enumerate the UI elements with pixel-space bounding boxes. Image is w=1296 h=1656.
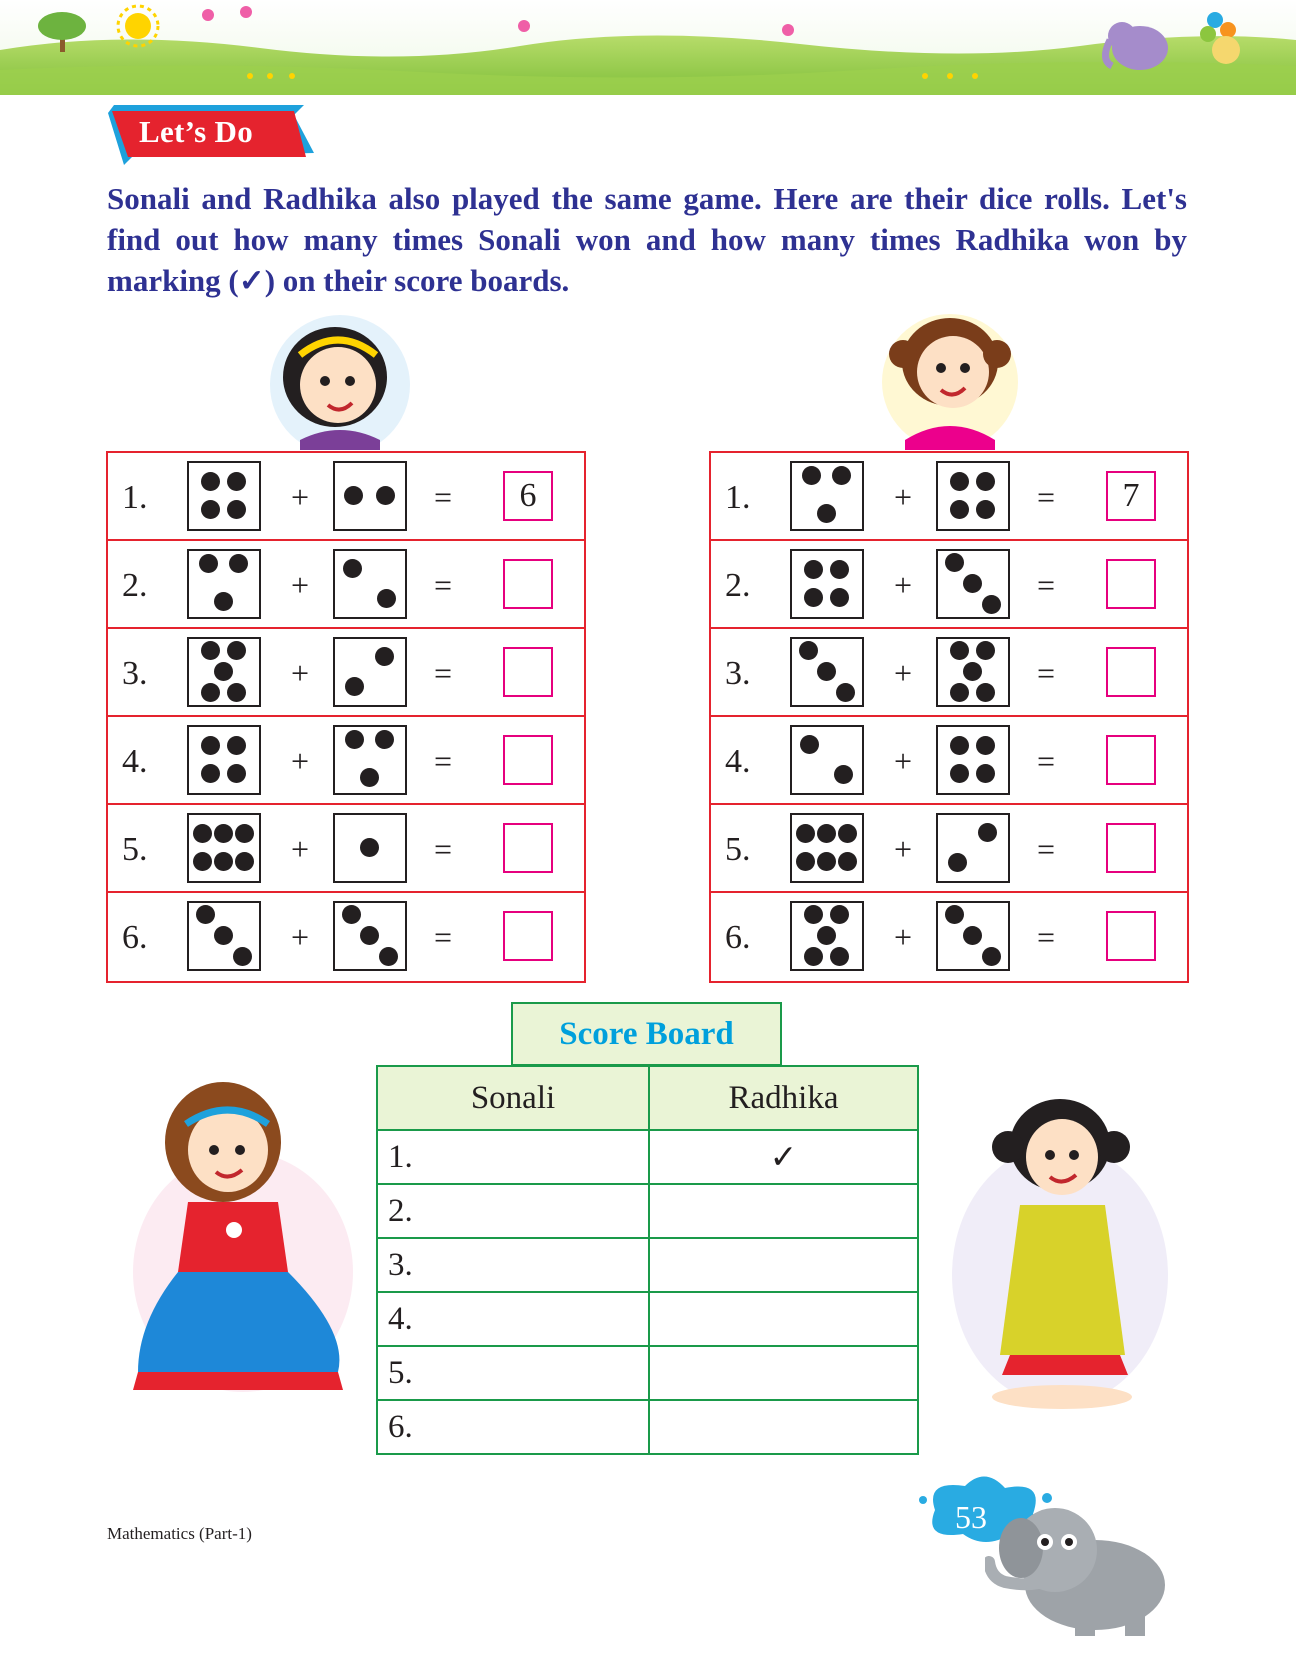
die-pip: [375, 730, 394, 749]
sonali-score-cell[interactable]: 1.: [377, 1130, 649, 1184]
die-pip: [377, 589, 396, 608]
die-face-3: [936, 901, 1010, 971]
die-pip: [976, 472, 995, 491]
die-face-6: [187, 813, 261, 883]
die-pip: [817, 824, 836, 843]
die-face-3: [333, 901, 407, 971]
die-pip: [976, 764, 995, 783]
row-number: 4.: [725, 743, 751, 780]
die-pip: [963, 662, 982, 681]
die-pip: [950, 736, 969, 755]
plus-sign: +: [291, 743, 310, 779]
sonali-score-cell[interactable]: 5.: [377, 1346, 649, 1400]
die-pip: [963, 574, 982, 593]
answer-box[interactable]: [503, 647, 553, 697]
answer-box[interactable]: [503, 559, 553, 609]
die-face-2: [333, 549, 407, 619]
score-board-title: Score Board: [511, 1002, 782, 1066]
landscape-banner: [0, 0, 1296, 95]
die-pip: [976, 736, 995, 755]
answer-box[interactable]: [1106, 911, 1156, 961]
die-pip: [804, 588, 823, 607]
equals-sign: =: [434, 479, 453, 515]
die-pip: [227, 736, 246, 755]
die-pip: [235, 852, 254, 871]
equals-sign: =: [434, 655, 453, 691]
die-face-2: [333, 461, 407, 531]
die-pip: [799, 641, 818, 660]
die-pip: [838, 852, 857, 871]
answer-box[interactable]: [1106, 823, 1156, 873]
die-face-5: [936, 637, 1010, 707]
row-number: 3.: [122, 655, 148, 692]
die-pip: [817, 852, 836, 871]
plus-sign: +: [894, 831, 913, 867]
die-face-4: [936, 461, 1010, 531]
answer-box[interactable]: 7: [1106, 471, 1156, 521]
section-title: Let’s Do: [139, 114, 254, 149]
score-board-table: [376, 1065, 919, 1455]
die-pip: [343, 559, 362, 578]
elephant-illustration: [985, 1490, 1185, 1640]
score-row: [377, 1292, 918, 1346]
die-pip: [227, 500, 246, 519]
die-face-3: [936, 549, 1010, 619]
die-pip: [379, 947, 398, 966]
die-pip: [817, 662, 836, 681]
die-face-4: [790, 549, 864, 619]
plus-sign: +: [291, 919, 310, 955]
equals-sign: =: [1037, 655, 1056, 691]
die-pip: [227, 764, 246, 783]
die-pip: [229, 554, 248, 573]
die-pip: [214, 662, 233, 681]
die-pip: [344, 486, 363, 505]
die-face-4: [936, 725, 1010, 795]
die-pip: [982, 947, 1001, 966]
equals-sign: =: [1037, 567, 1056, 603]
die-pip: [342, 905, 361, 924]
radhika-portrait: [865, 302, 1035, 450]
die-pip: [804, 560, 823, 579]
radhika-score-cell[interactable]: [649, 1238, 918, 1292]
die-face-3: [333, 725, 407, 795]
die-pip: [802, 466, 821, 485]
radhika-roll-row: [711, 453, 1187, 541]
score-row: [377, 1400, 918, 1454]
row-number: 1.: [122, 479, 148, 516]
die-pip: [360, 768, 379, 787]
sonali-roll-row: [108, 717, 584, 805]
die-pip: [201, 472, 220, 491]
equals-sign: =: [434, 831, 453, 867]
sonali-portrait: [250, 315, 430, 450]
radhika-score-cell[interactable]: [649, 1346, 918, 1400]
equals-sign: =: [1037, 743, 1056, 779]
radhika-score-cell[interactable]: ✓: [649, 1130, 918, 1184]
die-pip: [817, 504, 836, 523]
sonali-roll-row: [108, 893, 584, 981]
sonali-roll-row: [108, 453, 584, 541]
sonali-score-cell[interactable]: 4.: [377, 1292, 649, 1346]
die-pip: [193, 852, 212, 871]
row-number: 5.: [725, 831, 751, 868]
radhika-score-cell[interactable]: [649, 1184, 918, 1238]
die-pip: [950, 683, 969, 702]
plus-sign: +: [894, 567, 913, 603]
score-row: [377, 1238, 918, 1292]
die-pip: [945, 905, 964, 924]
die-face-3: [187, 549, 261, 619]
radhika-roll-row: [711, 717, 1187, 805]
row-number: 4.: [122, 743, 148, 780]
die-pip: [950, 500, 969, 519]
die-pip: [214, 926, 233, 945]
die-pip: [227, 472, 246, 491]
plus-sign: +: [894, 919, 913, 955]
die-pip: [963, 926, 982, 945]
equals-sign: =: [1037, 919, 1056, 955]
die-pip: [214, 824, 233, 843]
column-header-sonali: Sonali: [377, 1066, 649, 1130]
die-pip: [830, 947, 849, 966]
die-pip: [817, 926, 836, 945]
die-pip: [345, 677, 364, 696]
die-pip: [834, 765, 853, 784]
sonali-score-cell[interactable]: 3.: [377, 1238, 649, 1292]
die-face-6: [790, 813, 864, 883]
die-pip: [199, 554, 218, 573]
die-face-5: [790, 901, 864, 971]
plus-sign: +: [291, 831, 310, 867]
equals-sign: =: [1037, 479, 1056, 515]
die-pip: [214, 592, 233, 611]
die-pip: [201, 764, 220, 783]
plus-sign: +: [894, 655, 913, 691]
die-pip: [375, 647, 394, 666]
answer-box[interactable]: 6: [503, 471, 553, 521]
row-number: 2.: [122, 567, 148, 604]
die-pip: [227, 641, 246, 660]
die-pip: [982, 595, 1001, 614]
plus-sign: +: [291, 655, 310, 691]
answer-box[interactable]: [1106, 735, 1156, 785]
column-header-radhika: Radhika: [649, 1066, 918, 1130]
die-face-4: [187, 461, 261, 531]
score-row: [377, 1346, 918, 1400]
radhika-roll-row: [711, 893, 1187, 981]
plus-sign: +: [291, 479, 310, 515]
row-number: 2.: [725, 567, 751, 604]
radhika-sitting-illustration: [950, 1085, 1170, 1415]
die-pip: [804, 947, 823, 966]
die-pip: [948, 853, 967, 872]
plus-sign: +: [894, 479, 913, 515]
equals-sign: =: [434, 919, 453, 955]
die-pip: [360, 838, 379, 857]
instruction-text: Sonali and Radhika also played the same game. Here are their dice rolls. Let's find out how many times Sonali won and how many times Radhika won by marking (✓) on their score boards.: [107, 181, 1187, 298]
die-pip: [978, 823, 997, 842]
die-pip: [345, 730, 364, 749]
die-pip: [193, 824, 212, 843]
die-pip: [830, 905, 849, 924]
radhika-dice-table: [709, 451, 1189, 983]
radhika-score-cell[interactable]: [649, 1400, 918, 1454]
answer-box[interactable]: [1106, 647, 1156, 697]
die-pip: [976, 683, 995, 702]
answer-box[interactable]: [1106, 559, 1156, 609]
die-face-2: [790, 725, 864, 795]
sonali-dice-table: [106, 451, 586, 983]
die-face-2: [333, 637, 407, 707]
die-pip: [214, 852, 233, 871]
die-face-4: [187, 725, 261, 795]
row-number: 5.: [122, 831, 148, 868]
die-face-3: [790, 637, 864, 707]
answer-box[interactable]: [503, 735, 553, 785]
die-pip: [950, 764, 969, 783]
radhika-score-cell[interactable]: [649, 1292, 918, 1346]
die-pip: [976, 500, 995, 519]
answer-box[interactable]: [503, 823, 553, 873]
book-title: Mathematics (Part-1): [107, 1524, 252, 1543]
equals-sign: =: [434, 567, 453, 603]
plus-sign: +: [291, 567, 310, 603]
die-pip: [800, 735, 819, 754]
radhika-roll-row: [711, 541, 1187, 629]
die-pip: [796, 852, 815, 871]
die-face-3: [187, 901, 261, 971]
sonali-roll-row: [108, 629, 584, 717]
die-pip: [201, 736, 220, 755]
die-pip: [950, 641, 969, 660]
die-pip: [796, 824, 815, 843]
die-face-2: [936, 813, 1010, 883]
score-row: [377, 1130, 918, 1184]
die-pip: [201, 683, 220, 702]
die-pip: [201, 500, 220, 519]
score-row: [377, 1184, 918, 1238]
row-number: 6.: [122, 919, 148, 956]
die-pip: [376, 486, 395, 505]
die-pip: [838, 824, 857, 843]
die-pip: [196, 905, 215, 924]
die-pip: [227, 683, 246, 702]
die-face-5: [187, 637, 261, 707]
die-pip: [832, 466, 851, 485]
sonali-score-cell[interactable]: 6.: [377, 1400, 649, 1454]
die-pip: [950, 472, 969, 491]
plus-sign: +: [894, 743, 913, 779]
row-number: 6.: [725, 919, 751, 956]
radhika-roll-row: [711, 805, 1187, 893]
sonali-roll-row: [108, 805, 584, 893]
die-pip: [804, 905, 823, 924]
die-pip: [360, 926, 379, 945]
page-number: 53: [955, 1499, 987, 1535]
die-face-1: [333, 813, 407, 883]
die-pip: [233, 947, 252, 966]
die-pip: [830, 560, 849, 579]
die-pip: [201, 641, 220, 660]
die-pip: [235, 824, 254, 843]
die-pip: [836, 683, 855, 702]
die-face-3: [790, 461, 864, 531]
equals-sign: =: [1037, 831, 1056, 867]
sonali-roll-row: [108, 541, 584, 629]
row-number: 3.: [725, 655, 751, 692]
die-pip: [830, 588, 849, 607]
die-pip: [945, 553, 964, 572]
die-pip: [976, 641, 995, 660]
sonali-sitting-illustration: [128, 1072, 358, 1397]
equals-sign: =: [434, 743, 453, 779]
sonali-score-cell[interactable]: 2.: [377, 1184, 649, 1238]
row-number: 1.: [725, 479, 751, 516]
radhika-roll-row: [711, 629, 1187, 717]
answer-box[interactable]: [503, 911, 553, 961]
